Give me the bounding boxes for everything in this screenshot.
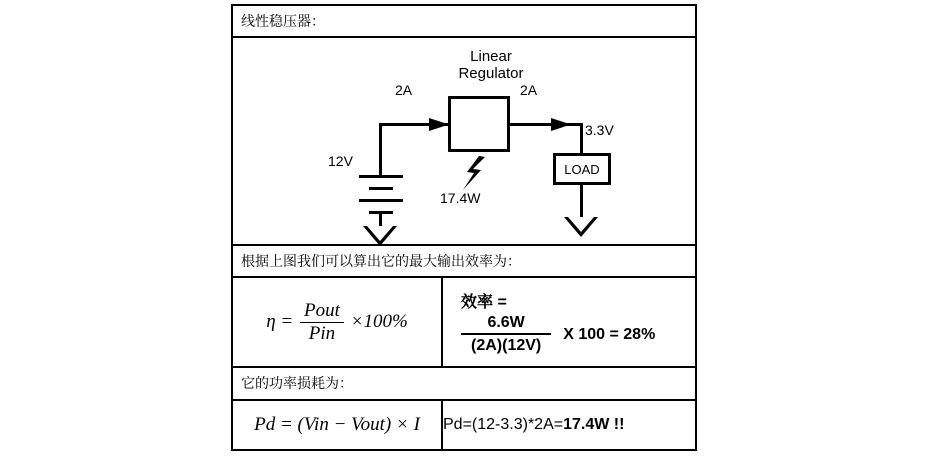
battery-plate-3	[359, 199, 403, 202]
efficiency-calc-result: X 100 = 28%	[563, 325, 656, 343]
table-row	[232, 367, 696, 399]
efficiency-denominator: Pin	[300, 322, 344, 345]
efficiency-calc-numerator: 6.6W	[487, 314, 525, 332]
heading-efficiency-text: 根据上图我们可以算出它的最大输出效率为：	[241, 253, 521, 270]
power-loss-calc-prefix: Pd=(12-3.3)*2A=	[443, 415, 564, 433]
wire-battery-to-ground	[379, 214, 382, 226]
heat-dissipation-icon	[461, 156, 491, 192]
efficiency-calc-title: 效率 =	[461, 294, 507, 312]
wire-output-vertical	[580, 123, 583, 155]
table-row	[232, 400, 696, 450]
wire-left-vertical	[379, 123, 382, 175]
regulator-title-line2: Regulator	[458, 65, 524, 83]
cell-heading-power-loss	[232, 367, 696, 399]
label-output-current: 2A	[520, 82, 538, 99]
efficiency-calculation	[443, 283, 695, 361]
ground-symbol-right-inner	[568, 217, 594, 232]
cell-efficiency-calculation	[442, 277, 696, 367]
heading-power-loss-text: 它的功率损耗为：	[241, 375, 353, 392]
cell-circuit-diagram	[232, 37, 696, 245]
cell-heading-efficiency	[232, 245, 696, 277]
table-row	[232, 5, 696, 37]
regulator-box	[448, 96, 510, 152]
efficiency-formula	[266, 299, 408, 344]
label-input-voltage: 12V	[328, 153, 353, 170]
power-loss-calc-value: 17.4W !!	[563, 415, 625, 433]
efficiency-equals: =	[280, 310, 294, 332]
table-row	[232, 37, 696, 245]
label-output-voltage: 3.3V	[585, 122, 614, 139]
input-arrow-icon	[429, 116, 453, 134]
load-label: LOAD	[564, 161, 600, 177]
ground-symbol-left-inner	[367, 226, 393, 241]
cell-heading-linear-regulator	[232, 5, 696, 37]
battery-plate-1	[359, 175, 403, 178]
cell-power-loss-formula	[232, 400, 442, 450]
cell-power-loss-calculation	[442, 400, 696, 450]
efficiency-calc-fraction	[461, 314, 551, 355]
regulator-title	[431, 48, 551, 83]
wire-load-to-ground	[580, 185, 583, 217]
efficiency-formula-tail: ×100%	[350, 310, 408, 332]
efficiency-numerator: Pout	[303, 299, 340, 321]
load-box	[553, 153, 611, 185]
circuit-diagram	[233, 38, 695, 244]
cell-efficiency-formula	[232, 277, 442, 367]
power-loss-formula: Pd = (Vin − Vout) × I	[254, 413, 420, 435]
battery-plate-2	[369, 187, 393, 190]
content-table	[231, 4, 697, 451]
regulator-title-line1: Linear	[470, 48, 512, 66]
efficiency-fraction	[300, 300, 344, 345]
label-input-current: 2A	[395, 82, 413, 99]
output-arrow-icon	[551, 116, 575, 134]
label-dissipation: 17.4W	[440, 190, 481, 207]
table-row	[232, 245, 696, 277]
efficiency-eta-symbol: η	[266, 310, 276, 332]
efficiency-calc-expression	[461, 314, 695, 355]
heading-linear-regulator-text: 线性稳压器：	[241, 13, 325, 29]
table-row	[232, 277, 696, 367]
efficiency-calc-denominator: (2A)(12V)	[461, 333, 551, 355]
